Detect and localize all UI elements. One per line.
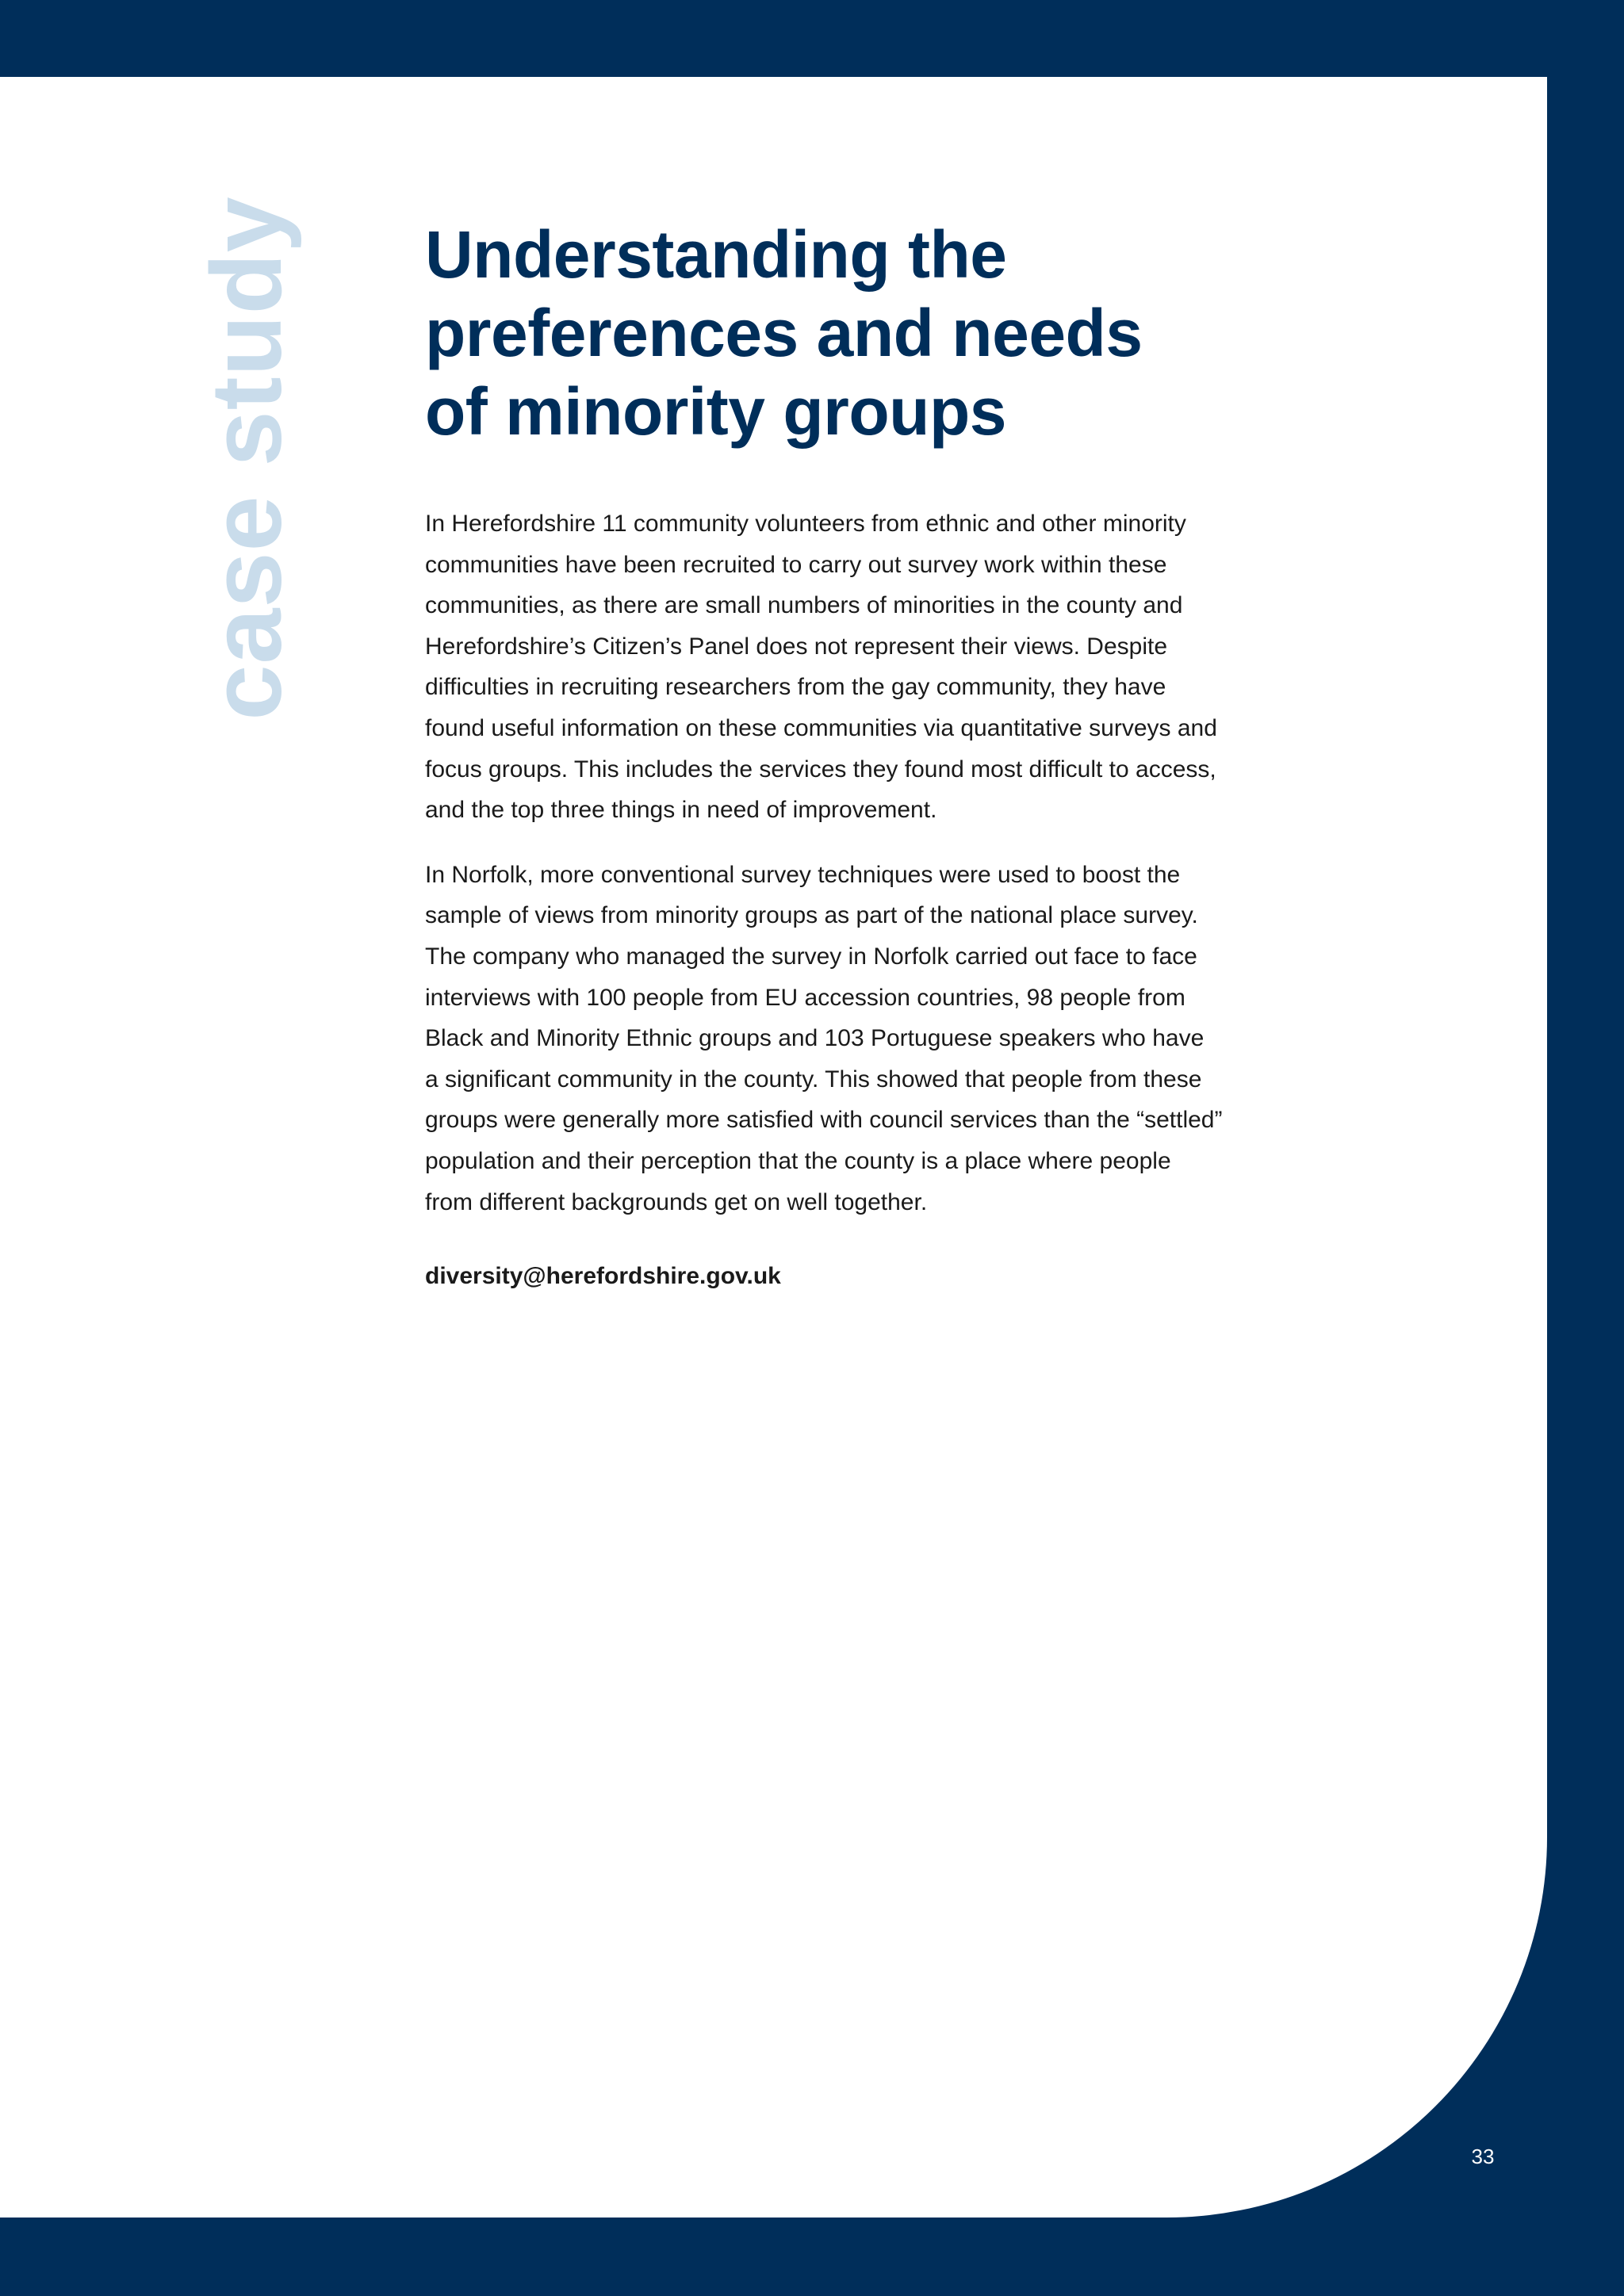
article-content — [425, 216, 1297, 1297]
page-number: 33 — [1471, 2145, 1495, 2168]
page-title — [425, 216, 1297, 451]
paragraph-line: In Herefordshire 11 community volunteers from ethnic and other minority — [425, 511, 1186, 537]
title-line: preferences and needs — [425, 296, 1143, 370]
top-band — [0, 0, 1624, 77]
contact-email[interactable]: diversity@herefordshire.gov.uk — [425, 1263, 781, 1290]
paragraph-line: and the top three things in need of improvement. — [425, 797, 937, 824]
paragraph-line: population and their perception that the county is a place where people — [425, 1147, 1171, 1174]
paragraph-line: a significant community in the county. This showed that people from these — [425, 1066, 1202, 1093]
paragraph-norfolk — [425, 855, 1297, 1223]
title-line: Understanding the — [425, 217, 1007, 292]
paragraph-line: In Norfolk, more conventional survey techniques were used to boost the — [425, 861, 1181, 888]
paragraph-line: The company who managed the survey in Norfolk carried out face to face — [425, 943, 1197, 970]
case-study-side-label — [159, 196, 335, 721]
paragraph-line: interviews with 100 people from EU accession countries, 98 people from — [425, 984, 1185, 1011]
paragraph-line: communities have been recruited to carry out survey work within these — [425, 551, 1167, 578]
paragraph-herefordshire — [425, 503, 1297, 831]
paragraph-line: from different backgrounds get on well together. — [425, 1188, 928, 1215]
paragraph-line: Herefordshire’s Citizen’s Panel does not represent their views. Despite — [425, 633, 1168, 660]
paragraph-line: communities, as there are small numbers of minorities in the county and — [425, 592, 1183, 619]
paragraph-line: sample of views from minority groups as part of the national place survey. — [425, 902, 1198, 929]
paragraph-line: focus groups. This includes the services they found most difficult to access, — [425, 756, 1216, 783]
side-label-text: case study — [190, 196, 302, 721]
title-line: of minority groups — [425, 374, 1006, 449]
paragraph-line: groups were generally more satisfied with council services than the “settled” — [425, 1107, 1223, 1134]
paragraph-line: difficulties in recruiting researchers from the gay community, they have — [425, 674, 1166, 701]
paragraph-line: found useful information on these communities via quantitative surveys and — [425, 714, 1217, 741]
paragraph-line: Black and Minority Ethnic groups and 103 Portuguese speakers who have — [425, 1025, 1205, 1052]
bottom-band — [0, 2218, 1624, 2296]
